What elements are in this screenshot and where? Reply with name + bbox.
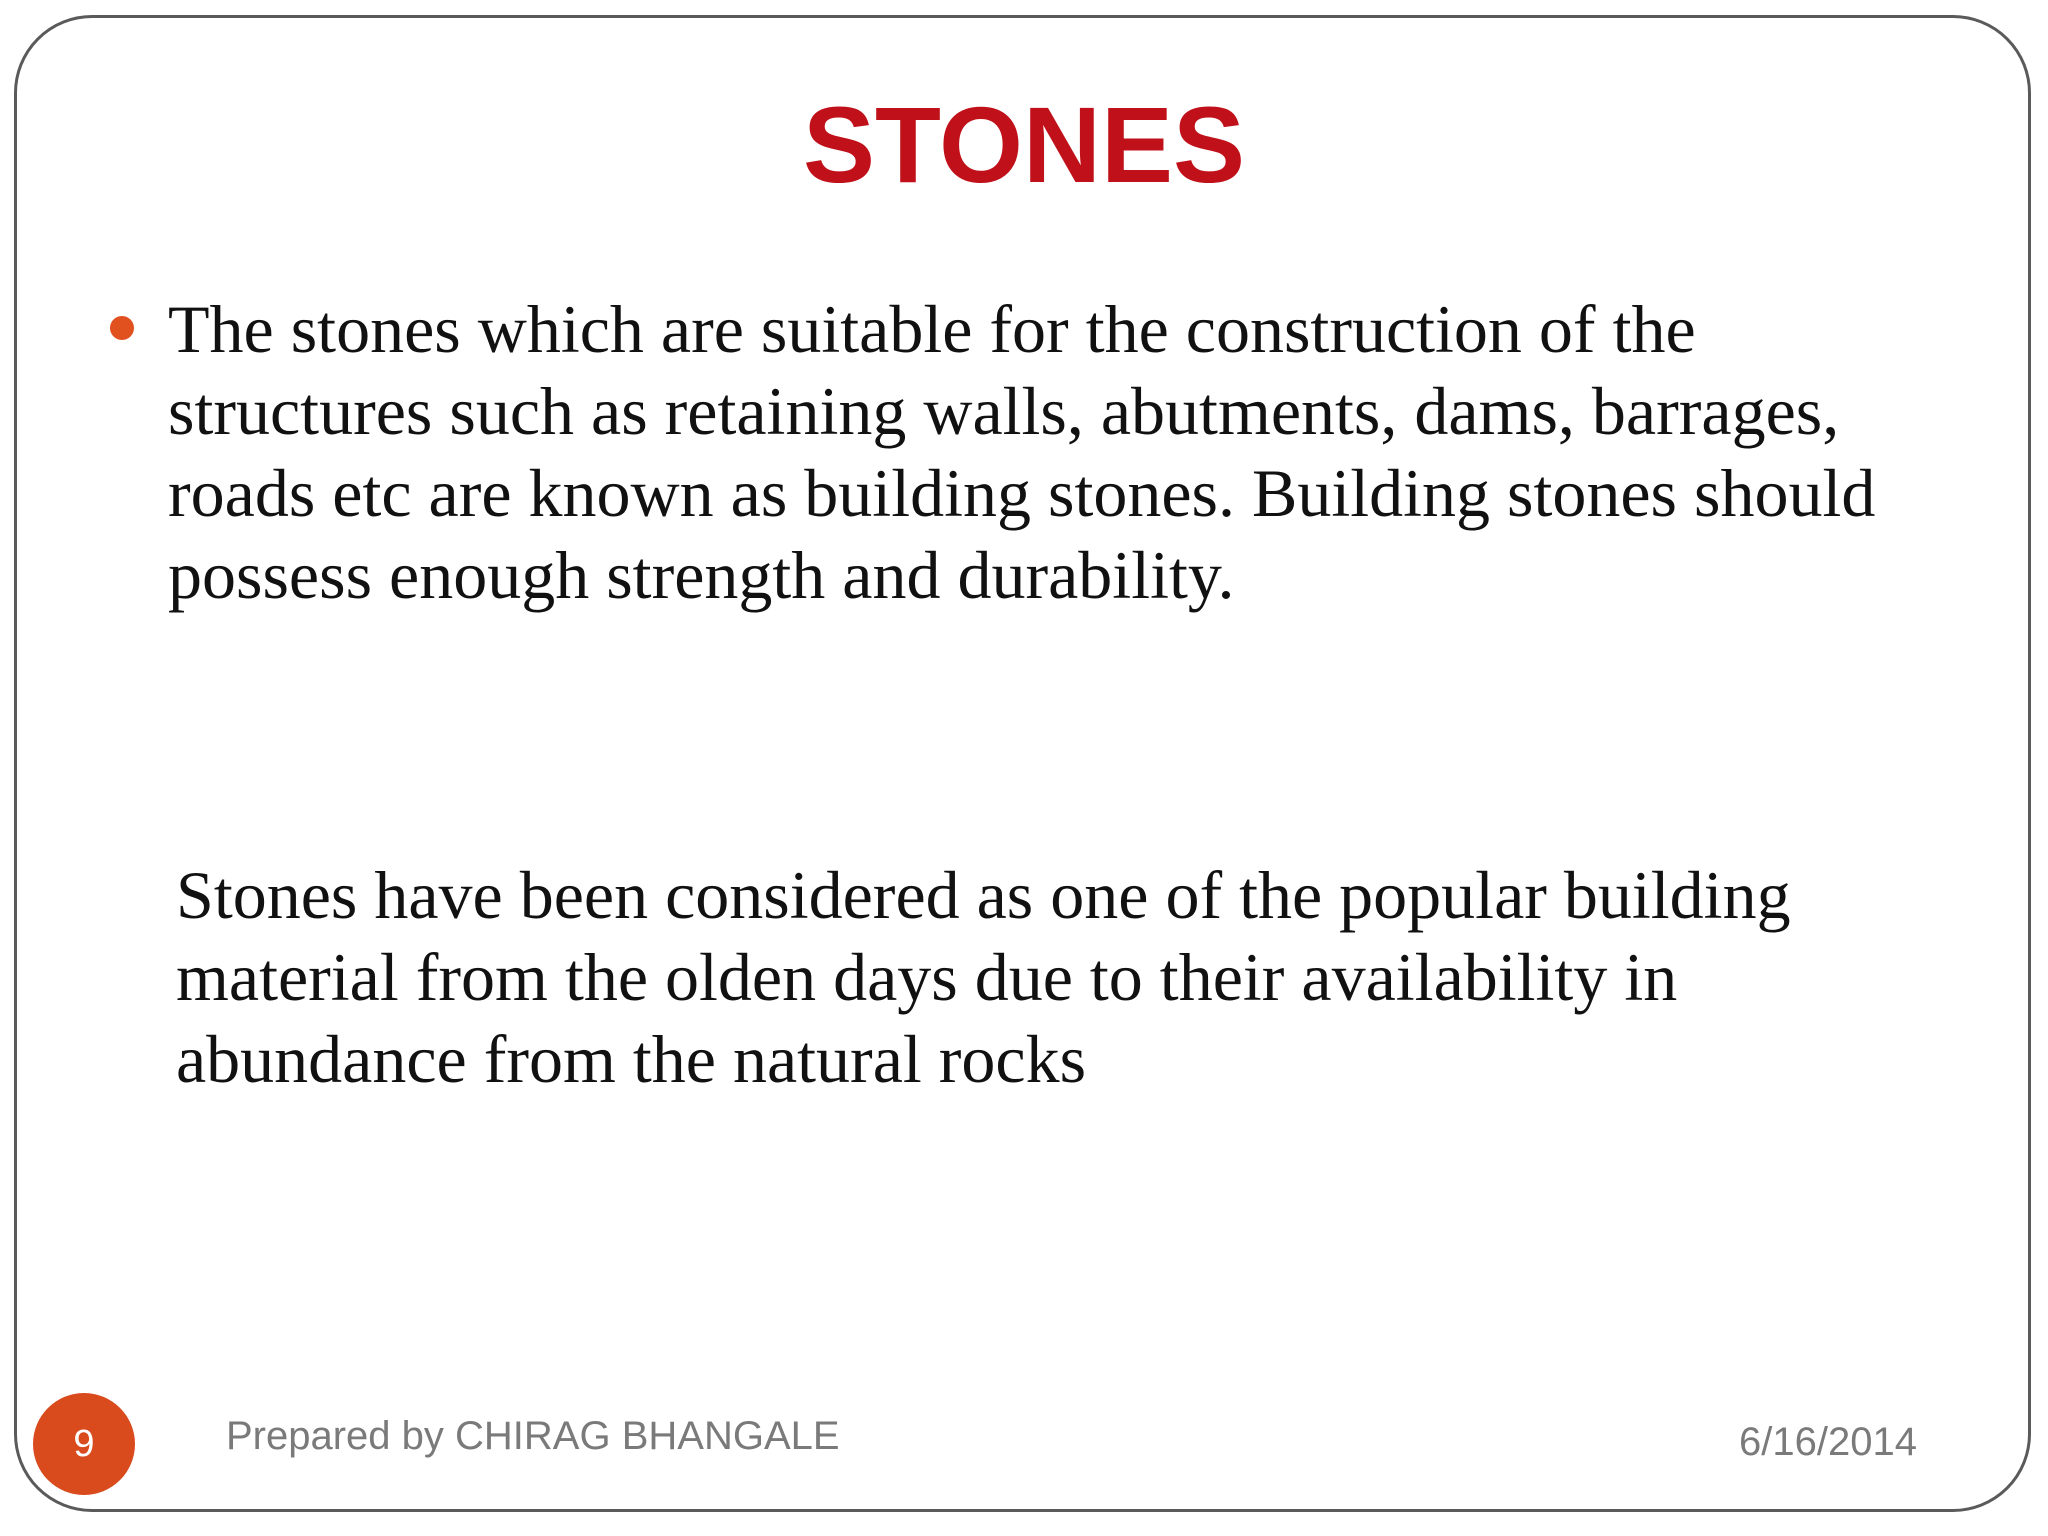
paragraph-text: Stones have been considered as one of the popular building material from the olden days due to their availability in abundance from the natural rocks [176,857,1791,1097]
bullet-item [168,288,1898,616]
body-paragraph [176,854,1876,1100]
slide-title: STONES [802,84,1246,205]
footer-author: Prepared by CHIRAG BHANGALE [226,1414,840,1458]
bullet-text: The stones which are suitable for the construction of the structures such as retaining walls, abutments, dams, barrages, roads etc are known as building stones. Building stones should possess enough strength and durability. [168,291,1876,613]
slide-number-badge: 9 [33,1393,135,1495]
bullet-dot-icon [110,316,134,340]
footer-date: 6/16/2014 [1739,1420,1917,1464]
slide-frame [14,15,2031,1512]
